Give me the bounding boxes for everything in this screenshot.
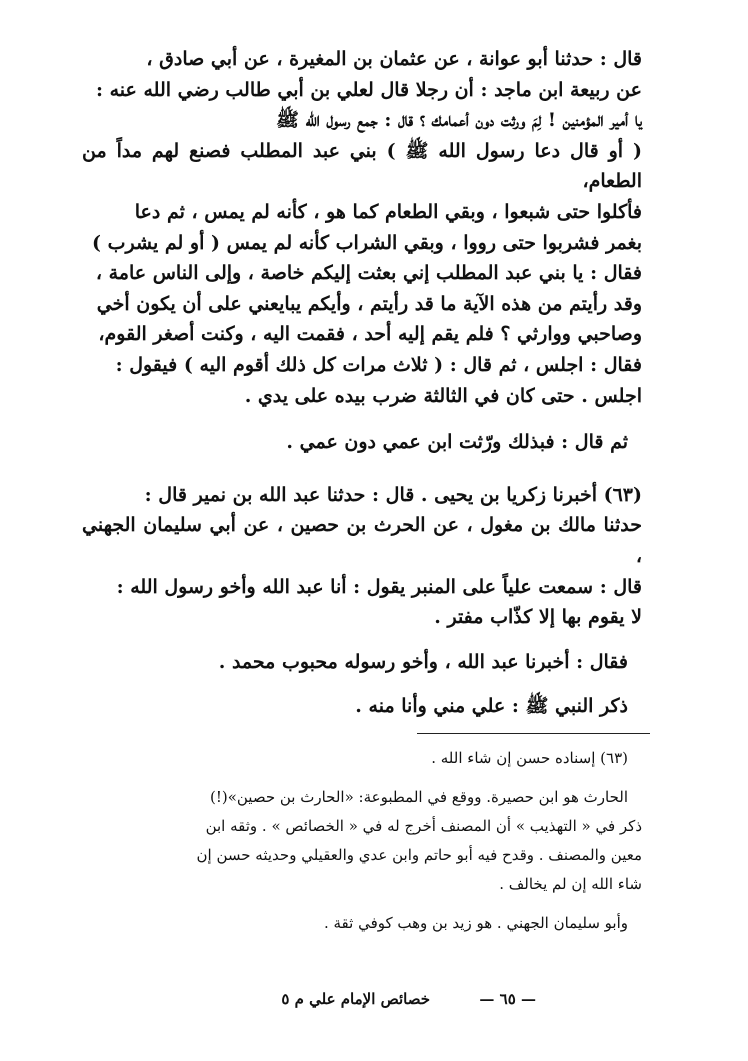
hadith-line: يا أمير المؤمنين ! لِمَ ورثت دون أعمامك ؟ قال : جمع رسول الله ﷺ	[276, 109, 642, 132]
hadith-conclusion: ثم قال : فبذلك ورّثت ابن عمي دون عمي .	[286, 431, 628, 454]
hadith-reply: فقال : أخبرنا عبد الله ، وأخو رسوله محبوب محمد .	[218, 650, 628, 673]
hadith-line: بغمر فشربوا حتى رووا ، وبقي الشراب كأنه لم يمس ( أو لم يشرب )	[92, 231, 642, 254]
running-title: خصائص الإمام علي م ٥	[281, 990, 430, 1008]
hadith-line: اجلس . حتى كان في الثالثة ضرب بيده على يدي .	[244, 384, 642, 407]
spacer	[82, 899, 642, 909]
hadith-line: قال : حدثنا أبو عوانة ، عن عثمان بن المغيرة ، عن أبي صادق ،	[146, 48, 642, 70]
hadith-line: فقال : اجلس ، ثم قال : ( ثلاث مرات كل ذلك أقوم اليه ) فيقول :	[115, 353, 642, 376]
footnote-line: شاء الله إن لم يخالف .	[499, 875, 642, 893]
hadith-line: وقد رأيتم من هذه الآية ما قد رأيتم ، وأيكم يبايعني على أن يكون أخي	[96, 292, 642, 315]
hadith-line: فقال : يا بني عبد المطلب إني بعثت إليكم خاصة ، وإلى الناس عامة ،	[95, 262, 642, 285]
footnote-line: الحارث هو ابن حصيرة. ووقع في المطبوعة: «الحارث بن حصين»(!)	[209, 788, 628, 806]
hadith-63-line: لا يقوم بها إلا كذّاب مفتر .	[434, 606, 642, 629]
footnotes-section	[82, 744, 642, 938]
spacer	[82, 458, 642, 480]
footnote-divider	[417, 733, 650, 734]
footnote-line: ذكر في « التهذيب » أن المصنف أخرج له في « الخصائص » . وثقه ابن	[205, 817, 642, 835]
page-number: — ٦٥ —	[479, 990, 536, 1008]
footnote-63: (٦٣) إسناده حسن إن شاء الله .	[431, 749, 628, 767]
hadith-line: فأكلوا حتى شبعوا ، وبقي الطعام كما هو ، كأنه لم يمس ، ثم دعا	[134, 200, 642, 223]
spacer	[82, 677, 642, 691]
main-text-body	[82, 44, 642, 722]
hadith-line: ( أو قال دعا رسول الله ﷺ ) بني عبد المطلب فصنع لهم مداً من الطعام،	[82, 139, 642, 193]
hadith-line: عن ربيعة ابن ماجد : أن رجلا قال لعلي بن أبي طالب رضي الله عنه :	[95, 78, 642, 101]
spacer	[82, 633, 642, 647]
footnote-line: وأبو سليمان الجهني . هو زيد بن وهب كوفي ثقة .	[323, 914, 628, 932]
hadith-63-line: قال : سمعت علياً على المنبر يقول : أنا عبد الله وأخو رسول الله :	[116, 575, 642, 598]
spacer	[82, 411, 642, 427]
chapter-heading: ذكر النبي ﷺ : علي مني وأنا منه .	[355, 695, 628, 718]
hadith-63-line: (٦٣) أخبرنا زكريا بن يحيى . قال : حدثنا عبد الله بن نمير قال :	[144, 483, 642, 506]
footnote-line: معين والمصنف . وقدح فيه أبو حاتم وابن عدي والعقيلي وحديثه حسن إن	[196, 846, 642, 864]
hadith-line: وصاحبي ووارثي ؟ فلم يقم إليه أحد ، فقمت اليه ، وكنت أصغر القوم،	[98, 323, 642, 346]
hadith-63-line: حدثنا مالك بن مغول ، عن الحرث بن حصين ، عن أبي سليمان الجهني ،	[82, 514, 642, 567]
spacer	[82, 773, 642, 783]
